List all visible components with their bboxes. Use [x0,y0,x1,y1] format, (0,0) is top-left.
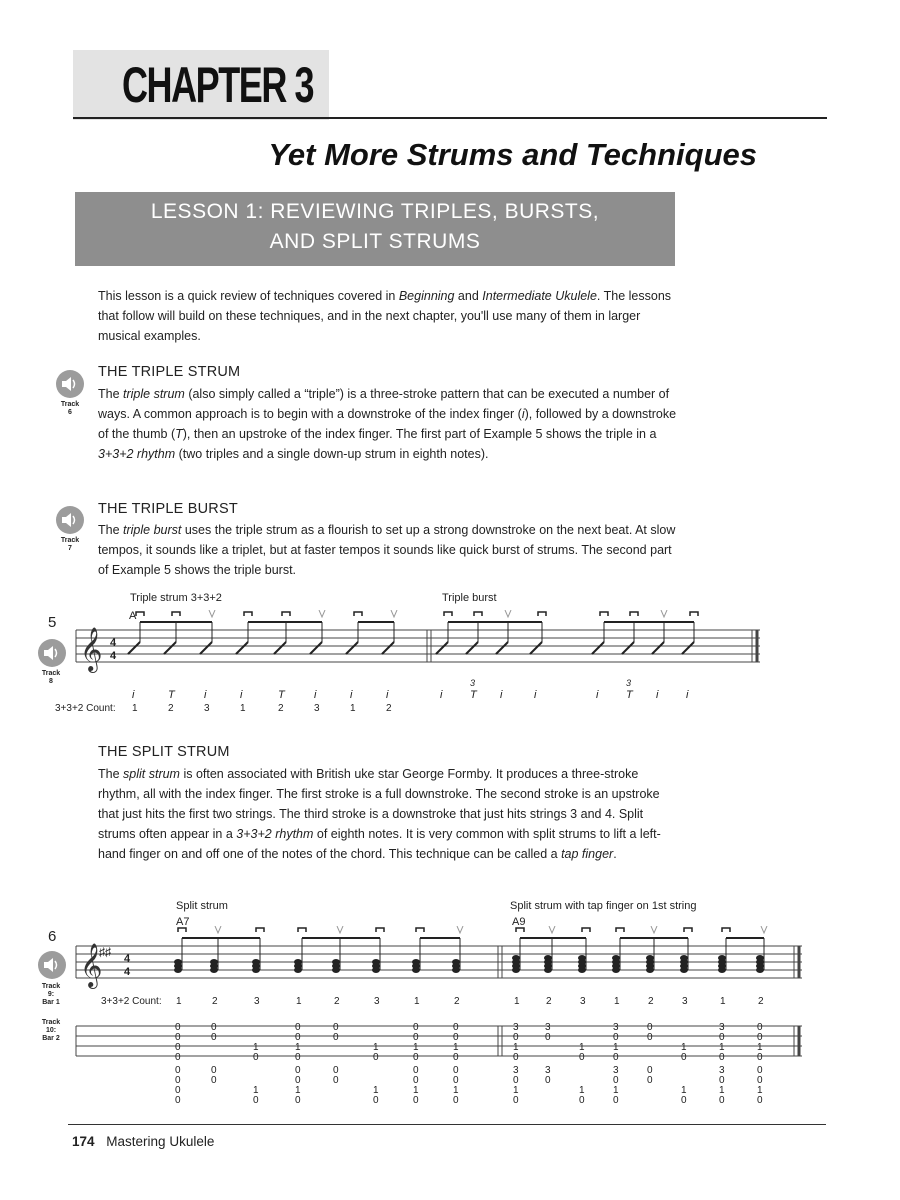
ex6-tap-tab-stack-0-3: 0 [513,1095,519,1106]
ex5-burst-note-5-downstroke [630,612,638,616]
track-7-label: Track 7 [60,537,80,552]
ex6-tap-tab-7-0: 0 [757,1022,763,1033]
ex6-tab-3-0: 0 [295,1022,301,1033]
lesson-title-line-2: AND SPLIT STRUMS [269,230,481,253]
ex6-chord-7-upstroke [457,926,463,933]
ex5-note-7-slash [382,642,394,654]
ex6-tap-tab-stack-0-2: 1 [513,1085,519,1096]
ex6-tab-stack-7-0: 0 [453,1065,459,1076]
ex5-count-6: 1 [350,703,356,714]
ex5-finger-1: T [168,689,175,701]
ex6-chord-1-upstroke [215,926,221,933]
ex6-tap-tab-6-0: 3 [719,1022,725,1033]
ex6-tap-chord-1-upstroke [549,926,555,933]
ex6-tap-tab-stack-2-3: 0 [579,1095,585,1106]
ex5-count-0: 1 [132,703,138,714]
triple-strum-heading: THE TRIPLE STRUM [98,364,241,380]
example-6-chord-right: A9 [512,916,526,928]
ex6-tap-count-7: 2 [758,996,764,1007]
ex5-note-3-downstroke [244,612,252,616]
page-number: 174 [72,1134,95,1149]
ex6-tab-3-1: 0 [295,1032,301,1043]
ex6-tap-tab-stack-3-0: 3 [613,1065,619,1076]
chapter-rule [73,117,827,119]
ex6-tab-stack-5-2: 1 [373,1085,379,1096]
example-6-chord-left: A7 [176,916,190,928]
ex6-tap-tab-stack-7-0: 0 [757,1065,763,1076]
ex6-tap-count-3: 1 [614,996,620,1007]
ex6-tap-tab-3-2: 1 [613,1042,619,1053]
ex5-note-5-upstroke [319,610,325,617]
ex6-tap-chord-7-upstroke [761,926,767,933]
ex6-tap-tab-3-1: 0 [613,1032,619,1043]
ex6-chord-5-head-2 [372,959,380,965]
ex5-note-6-downstroke [354,612,362,616]
ex5-finger-7: i [386,689,389,701]
ex6-chord-0-downstroke [178,928,186,932]
ex6-tap-tab-7-1: 0 [757,1032,763,1043]
ex5-triplet-mark-2: 3 [626,678,632,688]
split-strum-heading: THE SPLIT STRUM [98,744,230,760]
ex6-tap-tab-stack-3-2: 1 [613,1085,619,1096]
ex6-tab-6-3: 0 [413,1052,419,1063]
example-5-staff [70,610,770,720]
footer-rule [68,1124,826,1125]
ex6-tap-count-2: 3 [580,996,586,1007]
ex5-burst-note-6-upstroke [661,610,667,617]
ex6-tap-chord-0-head-3 [512,955,520,961]
example-5-count-label: 3+3+2 Count: [55,703,116,714]
ex6-tab-0-2: 0 [175,1042,181,1053]
ex5-count-3: 1 [240,703,246,714]
ex6-tab-4-0: 0 [333,1022,339,1033]
intro-paragraph: This lesson is a quick review of techniques covered in Beginning and Intermediate Ukulele. The lessons that follow will build on these techniques, and in the next chapter, you'll use many of them in larger musical examples. [98,289,672,343]
ex5-finger-6: i [350,689,353,701]
ex6-tab-stack-2-3: 0 [253,1095,259,1106]
ex6-tab-2-3: 0 [253,1052,259,1063]
ex6-tap-tab-1-1: 0 [545,1032,551,1043]
ex6-tab-stack-3-0: 0 [295,1065,301,1076]
ex6-treble-clef: 𝄞 [80,943,103,987]
track-8-audio-icon[interactable] [38,639,66,667]
ex6-tap-chord-3-head-3 [612,955,620,961]
ex6-tab-stack-7-1: 0 [453,1075,459,1086]
ex5-count-7: 2 [386,703,392,714]
ex6-tap-chord-5-head-3 [680,955,688,961]
ex6-tap-tab-stack-3-3: 0 [613,1095,619,1106]
ex6-tap-tab-stack-2-2: 1 [579,1085,585,1096]
triple-strum-paragraph: The triple strum (also simply called a “triple”) is a three-stroke pattern that can be executed a number of ways. A common approach is to begin with a downstroke of the index finger (i), followed by a downstroke of the thumb (T), then an upstroke of the index finger. The first part of Example 5 shows the triple in a 3+3+2 rhythm (two triples and a single down-up strum in eighth notes). [98,387,677,461]
ex6-tab-3-2: 1 [295,1042,301,1053]
ex6-tap-tab-2-2: 1 [579,1042,585,1053]
ex6-tab-stack-6-0: 0 [413,1065,419,1076]
ex6-tab-4-1: 0 [333,1032,339,1043]
ex6-tap-chord-7-head-3 [756,955,764,961]
ex6-tap-count-6: 1 [720,996,726,1007]
ex5-burst-note-1-downstroke [474,612,482,616]
ex6-tap-tab-4-1: 0 [647,1032,653,1043]
track-8-label: Track 8 [41,670,61,685]
lesson-title-line-1: LESSON 1: REVIEWING TRIPLES, BURSTS, [150,200,600,223]
ex6-tap-count-4: 2 [648,996,654,1007]
ex5-burst-note-6-slash [652,642,664,654]
example-5-chord: A [129,610,137,622]
ex6-count-2: 3 [254,996,260,1007]
ex6-tap-chord-2-downstroke [582,928,590,932]
ex6-chord-2-downstroke [256,928,264,932]
ex6-tap-count-1: 2 [546,996,552,1007]
ex5-burst-finger-0: i [440,689,443,701]
example-6-staff [70,926,810,1120]
ex6-tap-tab-stack-4-1: 0 [647,1075,653,1086]
ex5-burst-finger-7: i [686,689,689,701]
ex6-count-4: 2 [334,996,340,1007]
ex5-burst-finger-4: i [596,689,599,701]
ex5-note-4-slash [274,642,286,654]
ex6-tap-tab-4-0: 0 [647,1022,653,1033]
ex6-tap-tab-stack-6-3: 0 [719,1095,725,1106]
ex6-count-5: 3 [374,996,380,1007]
ex5-note-4-downstroke [282,612,290,616]
ex5-burst-finger-3: i [534,689,537,701]
ex6-tap-tab-0-2: 1 [513,1042,519,1053]
example-6-number: 6 [48,928,57,945]
ex6-tab-5-3: 0 [373,1052,379,1063]
ex6-count-6: 1 [414,996,420,1007]
ex6-count-0: 1 [176,996,182,1007]
ex5-burst-note-3-slash [530,642,542,654]
ex5-time-top: 4 [110,637,117,649]
ex6-tap-tab-7-3: 0 [757,1052,763,1063]
ex6-tap-tab-stack-7-1: 0 [757,1075,763,1086]
ex6-tap-chord-6-head-3 [718,955,726,961]
ex6-tab-7-3: 0 [453,1052,459,1063]
ex6-tap-tab-7-2: 1 [757,1042,763,1053]
ex5-count-5: 3 [314,703,320,714]
triple-burst-heading: THE TRIPLE BURST [98,501,238,517]
ex5-burst-note-2-upstroke [505,610,511,617]
ex6-tap-tab-stack-6-0: 3 [719,1065,725,1076]
split-strum-paragraph: The split strum is often associated with British uke star George Formby. It produces a three-stroke rhythm, all with the index finger. The first stroke is a full downstroke. The second stroke is an upstroke that just hits the first two strings. The third stroke is a downstroke that just hits strings 3 and 4. Split strums often appear in a 3+3+2 rhythm of eighth notes. It is very common with split strums to lift a left-hand finger on and off one of the notes of the chord. This technique can be called a tap finger. [98,767,661,861]
example-5-number: 5 [48,614,57,631]
ex6-chord-1-head-2 [210,959,218,965]
ex6-tap-chord-3-downstroke [616,928,624,932]
ex6-tab-stack-6-2: 1 [413,1085,419,1096]
ex5-burst-note-4-downstroke [600,612,608,616]
ex5-count-4: 2 [278,703,284,714]
ex6-tab-6-1: 0 [413,1032,419,1043]
ex6-tap-tab-stack-7-3: 0 [757,1095,763,1106]
ex6-chord-6-head-2 [412,959,420,965]
ex5-note-7-upstroke [391,610,397,617]
example-6-label-right: Split strum with tap finger on 1st string [510,900,697,912]
example-5-label-right: Triple burst [442,592,497,604]
ex6-key-sig: ♯♯ [99,945,111,959]
ex6-tap-tab-stack-3-1: 0 [613,1075,619,1086]
track-6-audio-icon[interactable] [56,370,84,398]
ex5-count-2: 3 [204,703,210,714]
ex6-chord-3-downstroke [298,928,306,932]
chapter-label: CHAPTER 3 [122,57,314,113]
ex6-tab-2-2: 1 [253,1042,259,1053]
ex6-tap-chord-0-downstroke [516,928,524,932]
ex6-tab-7-0: 0 [453,1022,459,1033]
ex5-burst-note-1-slash [466,642,478,654]
ex5-burst-finger-5: T [626,689,633,701]
track-7-audio-icon[interactable] [56,506,84,534]
ex6-tap-chord-2-head-3 [578,955,586,961]
ex6-tap-tab-3-0: 3 [613,1022,619,1033]
ex6-chord-4-head-2 [332,959,340,965]
ex6-tab-0-1: 0 [175,1032,181,1043]
ex5-note-6-slash [346,642,358,654]
ex6-tab-stack-0-1: 0 [175,1075,181,1086]
ex6-chord-5-downstroke [376,928,384,932]
ex6-tap-tab-stack-6-1: 0 [719,1075,725,1086]
ex6-tap-tab-stack-4-0: 0 [647,1065,653,1076]
track-9-audio-icon[interactable] [38,951,66,979]
ex6-chord-3-head-2 [294,959,302,965]
ex5-burst-note-2-slash [496,642,508,654]
ex6-tab-0-3: 0 [175,1052,181,1063]
ex6-tap-tab-stack-0-0: 3 [513,1065,519,1076]
ex6-tap-chord-4-head-3 [646,955,654,961]
ex6-tap-tab-stack-1-1: 0 [545,1075,551,1086]
ex6-tab-stack-7-2: 1 [453,1085,459,1096]
chapter-title: Yet More Strums and Techniques [268,137,757,172]
ex6-tab-1-1: 0 [211,1032,217,1043]
ex5-treble-clef: 𝄞 [80,627,103,671]
ex5-finger-0: i [132,689,135,701]
ex6-time-bottom: 4 [124,966,131,978]
ex5-time-bottom: 4 [110,650,117,662]
ex6-tab-7-1: 0 [453,1032,459,1043]
ex6-tab-6-2: 1 [413,1042,419,1053]
ex6-tab-1-0: 0 [211,1022,217,1033]
track-10-label: Track 10: Bar 2 [41,1019,61,1042]
ex5-burst-note-5-slash [622,642,634,654]
triple-burst-paragraph: The triple burst uses the triple strum as a flourish to set up a strong downstroke on the next beat. At slow tempos, it sounds like a triplet, but at faster tempos it sounds like quick burst of strums. The second part of Example 5 shows the triple burst. [98,523,676,577]
ex5-burst-note-4-slash [592,642,604,654]
ex5-note-1-downstroke [172,612,180,616]
ex6-tap-tab-0-0: 3 [513,1022,519,1033]
ex6-tab-stack-6-1: 0 [413,1075,419,1086]
ex5-burst-note-0-slash [436,642,448,654]
ex6-tap-chord-1-head-3 [544,955,552,961]
ex5-note-2-slash [200,642,212,654]
ex6-count-7: 2 [454,996,460,1007]
ex5-finger-5: i [314,689,317,701]
ex6-tap-tab-stack-1-0: 3 [545,1065,551,1076]
ex6-tap-tab-stack-6-2: 1 [719,1085,725,1096]
ex6-tap-tab-0-1: 0 [513,1032,519,1043]
ex6-tap-tab-stack-5-3: 0 [681,1095,687,1106]
ex5-finger-3: i [240,689,243,701]
ex6-tab-stack-3-3: 0 [295,1095,301,1106]
ex5-triplet-mark-1: 3 [470,678,476,688]
ex6-chord-4-upstroke [337,926,343,933]
ex6-tab-stack-6-3: 0 [413,1095,419,1106]
ex6-tap-tab-5-2: 1 [681,1042,687,1053]
ex6-tap-count-0: 1 [514,996,520,1007]
ex5-burst-finger-6: i [656,689,659,701]
ex6-tab-lines [76,1026,802,1056]
ex6-tab-stack-7-3: 0 [453,1095,459,1106]
ex5-note-1-slash [164,642,176,654]
ex6-tap-tab-stack-5-2: 1 [681,1085,687,1096]
ex6-tab-stack-5-3: 0 [373,1095,379,1106]
track-9-label: Track 9: Bar 1 [41,983,61,1006]
ex5-note-0-slash [128,642,140,654]
ex6-tab-stack-0-3: 0 [175,1095,181,1106]
ex6-tab-stack-4-0: 0 [333,1065,339,1076]
ex5-note-3-slash [236,642,248,654]
example-6-label-left: Split strum [176,900,228,912]
ex6-tab-6-0: 0 [413,1022,419,1033]
example-6-count-label: 3+3+2 Count: [101,996,162,1007]
ex6-tap-chord-6-downstroke [722,928,730,932]
ex6-tab-3-3: 0 [295,1052,301,1063]
ex5-finger-2: i [204,689,207,701]
ex6-tab-stack-3-1: 0 [295,1075,301,1086]
ex6-tab-stack-0-0: 0 [175,1065,181,1076]
ex5-note-0-downstroke [136,612,144,616]
ex6-count-1: 2 [212,996,218,1007]
ex5-note-5-slash [310,642,322,654]
ex6-chord-0-head-2 [174,959,182,965]
ex6-tab-stack-4-1: 0 [333,1075,339,1086]
ex6-tab-5-2: 1 [373,1042,379,1053]
example-5-label-left: Triple strum 3+3+2 [130,592,222,604]
ex5-burst-note-7-downstroke [690,612,698,616]
ex6-tap-tab-6-2: 1 [719,1042,725,1053]
track-6-label: Track 6 [60,401,80,416]
ex6-tap-tab-6-3: 0 [719,1052,725,1063]
lesson-banner [75,192,675,266]
ex6-tab-stack-3-2: 1 [295,1085,301,1096]
ex6-chord-6-downstroke [416,928,424,932]
ex6-tap-tab-1-0: 3 [545,1022,551,1033]
ex6-tab-stack-0-2: 0 [175,1085,181,1096]
ex5-burst-note-3-downstroke [538,612,546,616]
ex6-staff-lines [76,946,802,978]
ex5-staff-lines [76,630,760,662]
ex5-count-1: 2 [168,703,174,714]
ex6-chord-2-head-2 [252,959,260,965]
ex6-tap-tab-stack-0-1: 0 [513,1075,519,1086]
ex5-burst-finger-2: i [500,689,503,701]
ex6-tap-tab-stack-7-2: 1 [757,1085,763,1096]
ex6-tap-tab-6-1: 0 [719,1032,725,1043]
ex6-tap-tab-2-3: 0 [579,1052,585,1063]
ex6-tap-tab-0-3: 0 [513,1052,519,1063]
ex6-count-3: 1 [296,996,302,1007]
ex6-tab-stack-1-0: 0 [211,1065,217,1076]
ex6-tab-stack-2-2: 1 [253,1085,259,1096]
ex5-finger-4: T [278,689,285,701]
ex6-tap-tab-5-3: 0 [681,1052,687,1063]
ex6-tap-chord-4-upstroke [651,926,657,933]
ex6-chord-7-head-2 [452,959,460,965]
ex6-tap-chord-5-downstroke [684,928,692,932]
ex6-time-top: 4 [124,953,131,965]
page-footer [72,1134,214,1149]
ex5-note-2-upstroke [209,610,215,617]
ex6-tab-7-2: 1 [453,1042,459,1053]
ex5-burst-finger-1: T [470,689,477,701]
ex6-tap-tab-3-3: 0 [613,1052,619,1063]
ex6-tab-stack-1-1: 0 [211,1075,217,1086]
book-title: Mastering Ukulele [106,1134,215,1149]
ex5-burst-note-7-slash [682,642,694,654]
ex6-tap-count-5: 3 [682,996,688,1007]
ex5-burst-note-0-downstroke [444,612,452,616]
ex6-tab-0-0: 0 [175,1022,181,1033]
